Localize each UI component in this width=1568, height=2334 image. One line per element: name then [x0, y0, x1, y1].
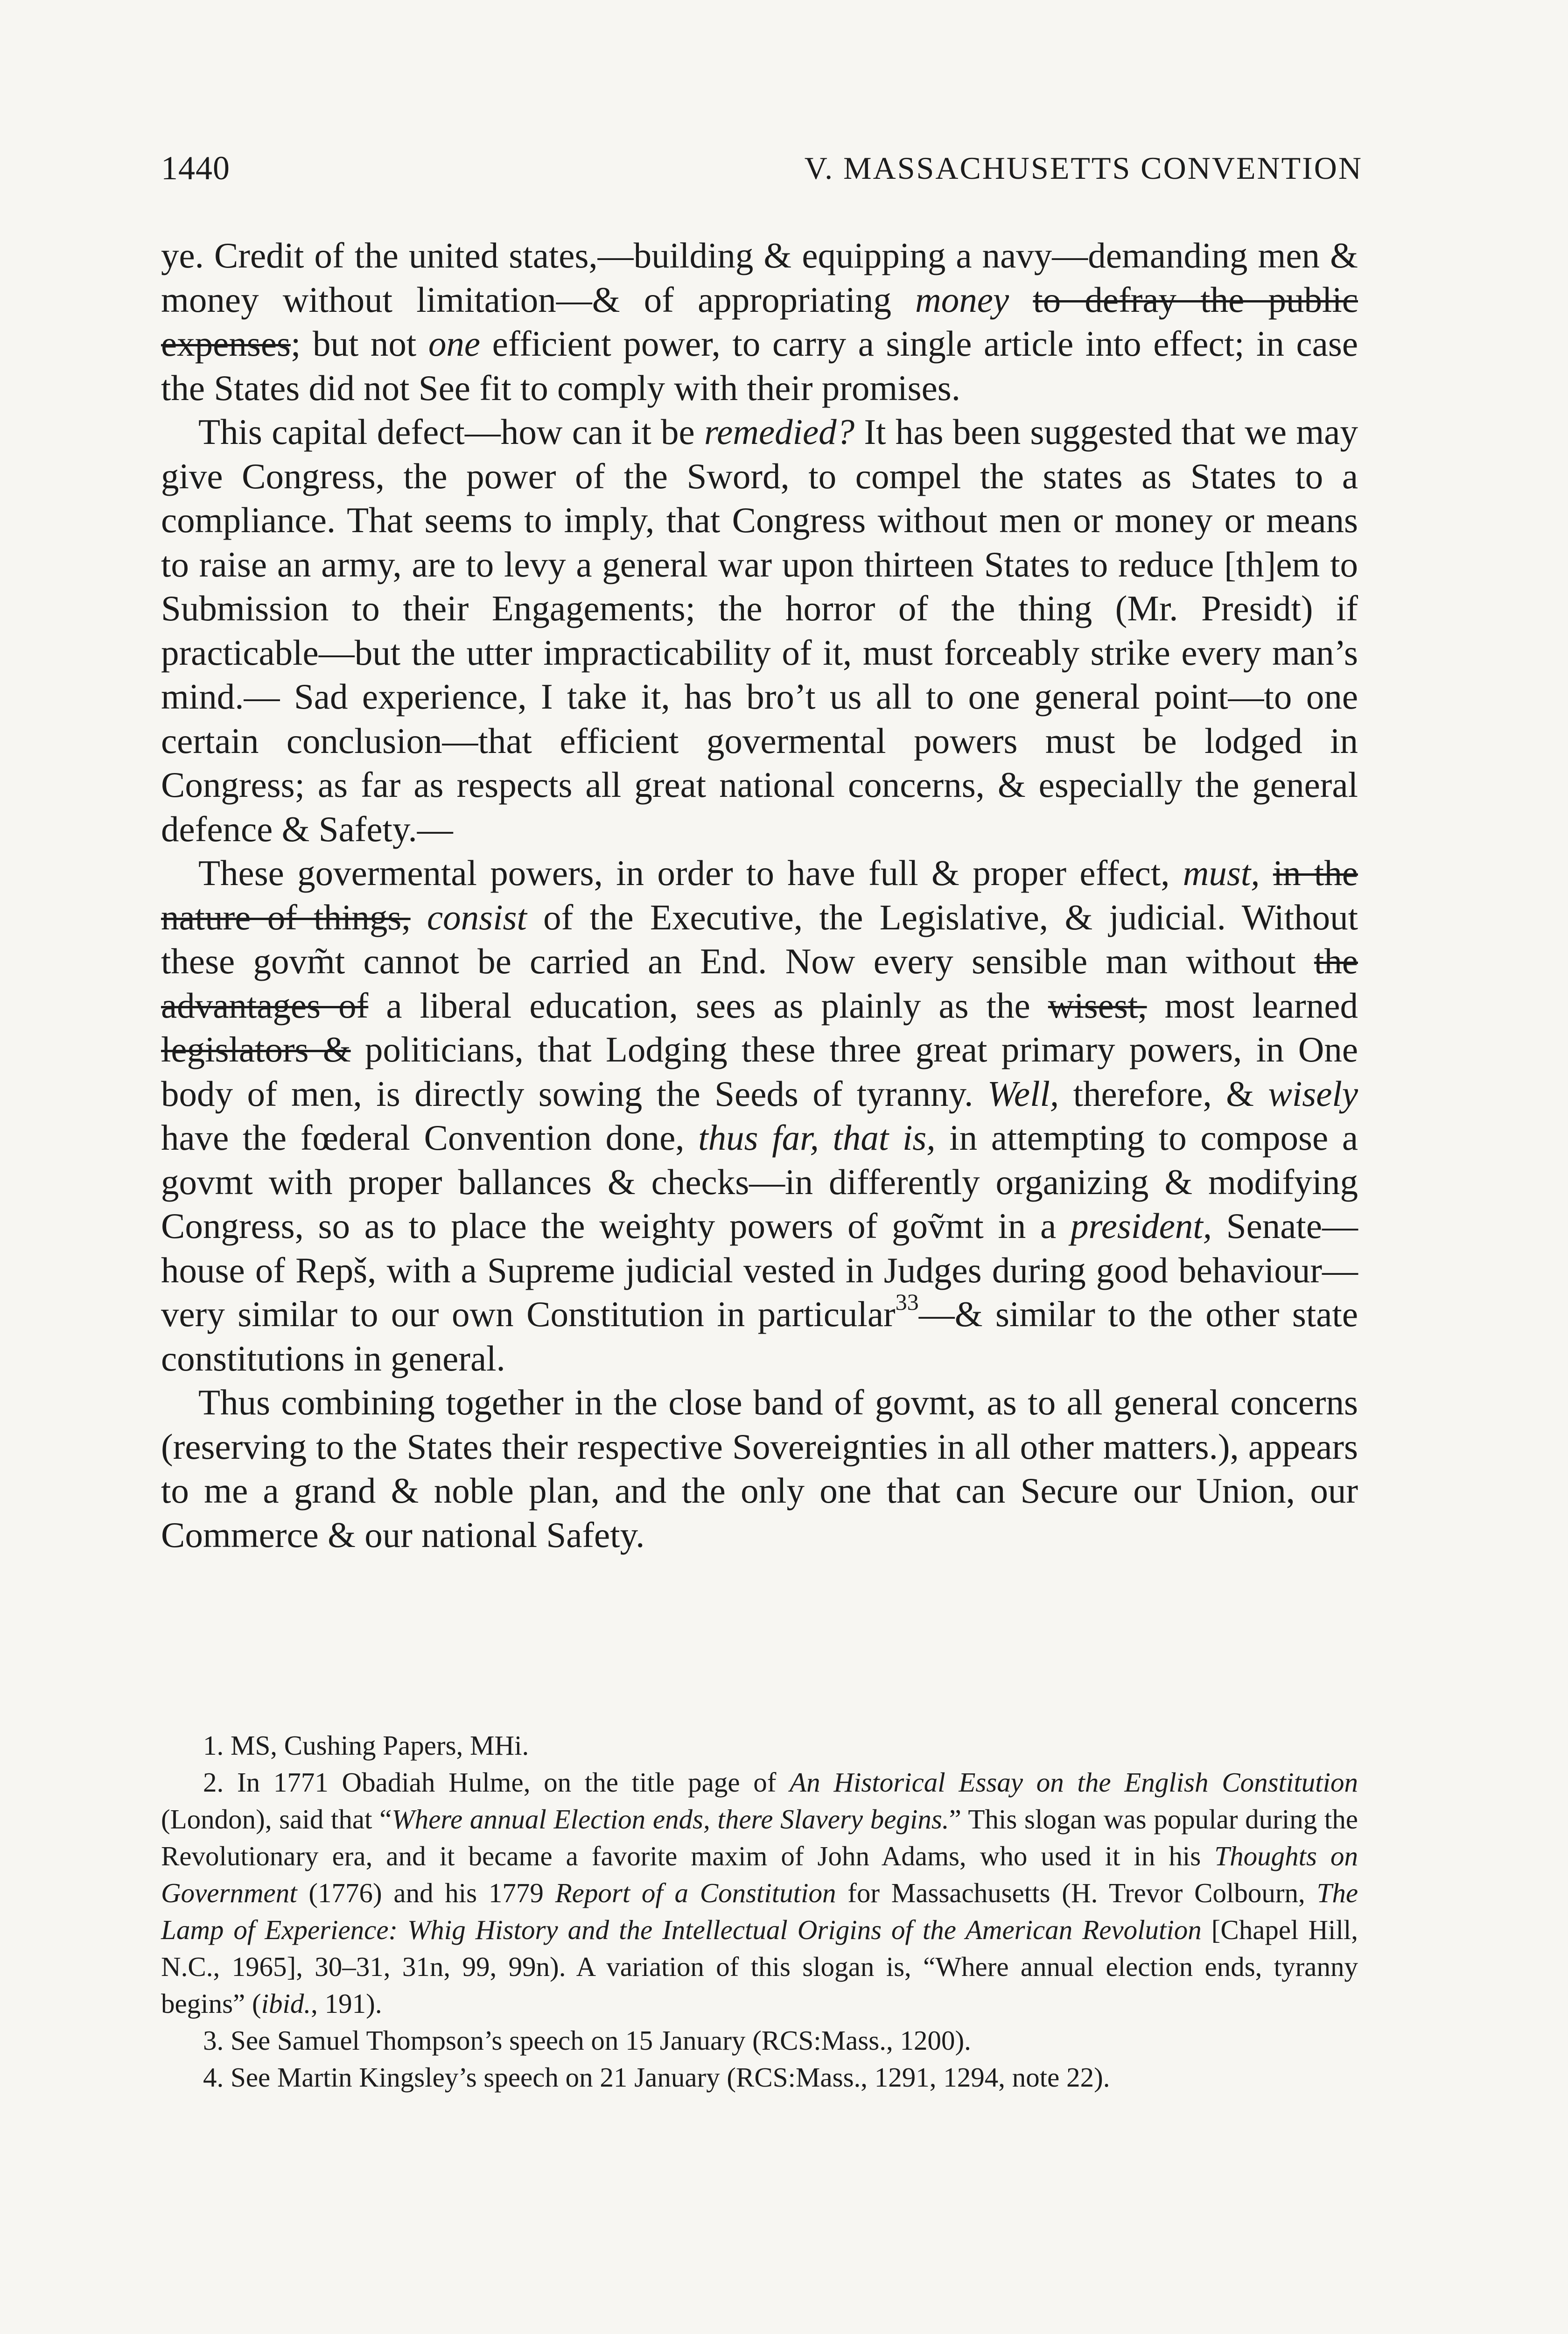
italic-run: Where annual Election ends, there Slavery begins.	[392, 1804, 949, 1835]
italic-run: Report of a Constitution	[555, 1877, 836, 1908]
italic-run: Well,	[987, 1073, 1059, 1114]
italic-run: president,	[1071, 1206, 1212, 1246]
text-run: 2. In 1771 Obadiah Hulme, on the title page of	[203, 1767, 790, 1798]
text-run: Senate—house of Repš, with a Supreme judicial vested in Judges during good behaviour—very similar to our own Constitution in particular	[161, 1206, 1358, 1334]
text-run: (1776) and his 1779	[297, 1877, 555, 1908]
page-header	[161, 140, 1363, 196]
body-paragraph	[161, 410, 1358, 851]
text-run	[411, 897, 427, 937]
strikethrough-run: the advantages of	[161, 941, 1358, 1026]
text-run: therefore, &	[1059, 1073, 1268, 1114]
text-run: , 191).	[311, 1988, 382, 2019]
text-run: —& similar to the other state constitutions in general.	[161, 1294, 1358, 1378]
text-run: efficient power, to carry a single article into effect; in case the States did not See fit to comply with their promises.	[161, 323, 1358, 408]
body-paragraph	[161, 1380, 1358, 1557]
italic-run: money	[915, 279, 1009, 320]
footnote-reference: 33	[895, 1289, 919, 1315]
text-run: ; but not	[290, 323, 428, 364]
italic-run: Thoughts on Government	[161, 1841, 1358, 1908]
footnote	[161, 2059, 1358, 2096]
text-run: politicians, that Lodging these three great primary powers, in One body of men, is directly sowing the Seeds of tyranny.	[161, 1029, 1358, 1114]
text-run: have the fœderal Convention done,	[161, 1118, 699, 1158]
text-run: 1. MS, Cushing Papers, MHi.	[203, 1730, 529, 1761]
text-run: most learned	[1147, 985, 1358, 1026]
footnotes	[161, 1727, 1358, 2096]
text-run: a liberal education, sees as plainly as the	[368, 985, 1048, 1026]
text-run: ” This slogan was popular during the Revolutionary era, and it became a favorite maxim of John Adams, who used it in his	[161, 1804, 1358, 1871]
body-paragraph	[161, 233, 1358, 410]
footnote	[161, 1764, 1358, 2022]
text-run: These govermental powers, in order to have full & proper effect,	[198, 853, 1183, 893]
strikethrough-run: in the nature of things,	[161, 853, 1358, 937]
text-run: It has been suggested that we may give Congress, the power of the Sword, to compel the states as States to a compliance. That seems to imply, that Congress without men or money or means to raise an army, are to levy a general war upon thirteen States to reduce [th]em to Submission to their Engagements; the horror of the thing (Mr. Presidt) if practicable—but the utter impracticability of it, must forceably strike every man’s mind.— Sad experience, I take it, has bro’t us all to one general point—to one certain conclusion—that efficient govermental powers must be lodged in Congress; as far as respects all great national concerns, & especially the general defence & Safety.—	[161, 412, 1358, 849]
text-run: [Chapel Hill, N.C., 1965], 30–31, 31n, 99, 99n). A variation of this slogan is, “Where annual election ends, tyranny begins” (	[161, 1914, 1358, 2019]
italic-run: wisely	[1268, 1073, 1358, 1114]
text-run: in attempting to compose a govmt with proper ballances & checks—in differently organizing & modifying Congress, so as to place the weighty powers of goṽmt in a	[161, 1118, 1358, 1246]
body-paragraph	[161, 851, 1358, 1380]
italic-run: consist	[427, 897, 527, 937]
footnote	[161, 2022, 1358, 2059]
running-head: V. MASSACHUSETTS CONVENTION	[804, 150, 1363, 186]
italic-run: The Lamp of Experience: Whig History and the Intellectual Origins of the American Revolution	[161, 1877, 1358, 1945]
text-run	[1009, 280, 1033, 320]
text-run: for Massachusetts (H. Trevor Colbourn,	[836, 1877, 1317, 1908]
italic-run: An Historical Essay on the English Constitution	[790, 1767, 1358, 1798]
italic-run: thus far, that is,	[698, 1118, 936, 1158]
strikethrough-run: legislators &	[161, 1029, 351, 1069]
text-run: of the Executive, the Legislative, & judicial. Without these govm̃t cannot be carried an End. Now every sensible man without	[161, 897, 1358, 981]
footnote	[161, 1727, 1358, 1764]
text-run: 4. See Martin Kingsley’s speech on 21 January (RCS:Mass., 1291, 1294, note 22).	[203, 2062, 1110, 2093]
strikethrough-run: to defray the public expenses	[161, 279, 1358, 364]
text-run: This capital defect—how can it be	[198, 412, 705, 452]
italic-run: remedied?	[704, 412, 855, 452]
italic-run: ibid.	[261, 1988, 311, 2019]
page-number: 1440	[161, 149, 230, 187]
italic-run: one	[428, 323, 481, 364]
text-run	[1260, 853, 1273, 893]
text-run: ye. Credit of the united states,—building & equipping a navy—demanding men & money without limitation—& of appropriating	[161, 235, 1358, 320]
strikethrough-run: wisest,	[1048, 985, 1147, 1026]
document-body	[161, 233, 1358, 1557]
italic-run: must,	[1183, 853, 1260, 893]
text-run: (London), said that “	[161, 1804, 392, 1835]
text-run: Thus combining together in the close band of govmt, as to all general concerns (reserving to the States their respective Sovereignties in all other matters.), appears to me a grand & noble plan, and the only one that can Secure our Union, our Commerce & our national Safety.	[161, 1382, 1358, 1555]
text-run: 3. See Samuel Thompson’s speech on 15 January (RCS:Mass., 1200).	[203, 2025, 971, 2056]
